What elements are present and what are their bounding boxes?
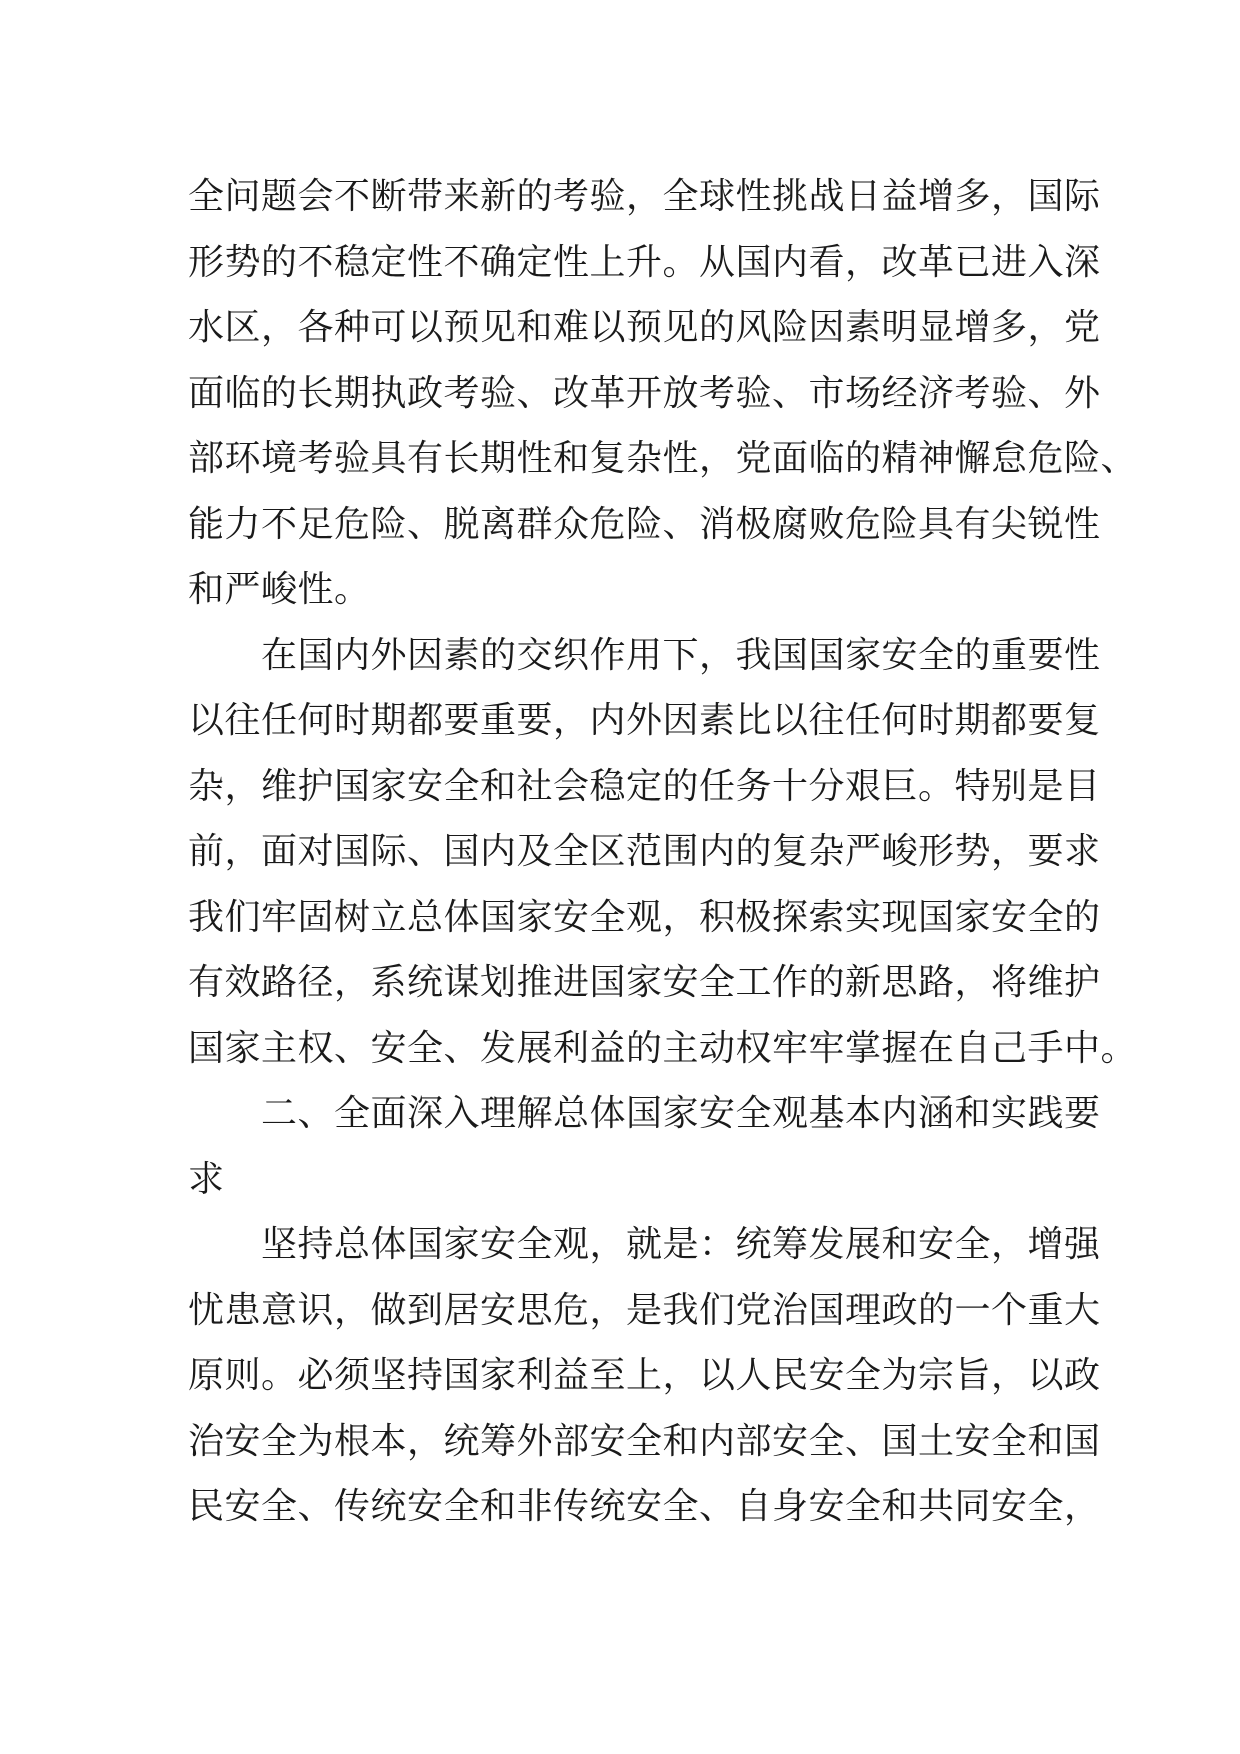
text-line: 形势的不稳定性不确定性上升。从国内看，改革已进入深 bbox=[188, 241, 1101, 283]
section-heading: 求 bbox=[188, 1158, 225, 1200]
text-line: 水区，各种可以预见和难以预见的风险因素明显增多，党 bbox=[188, 307, 1101, 348]
section-heading: 二、全面深入理解总体国家安全观基本内涵和实践要 bbox=[188, 1093, 1101, 1134]
text-line: 在国内外因素的交织作用下，我国国家安全的重要性 bbox=[188, 634, 1101, 676]
text-line: 忧患意识，做到居安思危，是我们党治国理政的一个重大 bbox=[188, 1289, 1101, 1331]
text-line: 原则。必须坚持国家利益至上，以人民安全为宗旨，以政 bbox=[188, 1355, 1101, 1396]
text-line: 和严峻性。 bbox=[188, 569, 371, 610]
text-line: 坚持总体国家安全观，就是：统筹发展和安全，增强 bbox=[188, 1224, 1101, 1265]
text-line: 前，面对国际、国内及全区范围内的复杂严峻形势，要求 bbox=[188, 831, 1101, 872]
text-line: 有效路径，系统谋划推进国家安全工作的新思路，将维护 bbox=[188, 962, 1101, 1003]
text-line: 全问题会不断带来新的考验，全球性挑战日益增多，国际 bbox=[188, 176, 1101, 217]
text-line: 面临的长期执政考验、改革开放考验、市场经济考验、外 bbox=[188, 372, 1101, 414]
text-line: 我们牢固树立总体国家安全观，积极探索实现国家安全的 bbox=[188, 896, 1101, 938]
text-line: 民安全、传统安全和非传统安全、自身安全和共同安全， bbox=[188, 1486, 1101, 1527]
text-line: 部环境考验具有长期性和复杂性，党面临的精神懈怠危险、 bbox=[188, 438, 1138, 479]
text-line: 治安全为根本，统筹外部安全和内部安全、国土安全和国 bbox=[188, 1420, 1101, 1462]
body-text bbox=[188, 164, 1138, 1540]
text-line: 能力不足危险、脱离群众危险、消极腐败危险具有尖锐性 bbox=[188, 503, 1101, 545]
text-line: 国家主权、安全、发展利益的主动权牢牢掌握在自己手中。 bbox=[188, 1027, 1138, 1069]
text-line: 以往任何时期都要重要，内外因素比以往任何时期都要复 bbox=[188, 700, 1101, 741]
text-line: 杂，维护国家安全和社会稳定的任务十分艰巨。特别是目 bbox=[188, 765, 1101, 807]
